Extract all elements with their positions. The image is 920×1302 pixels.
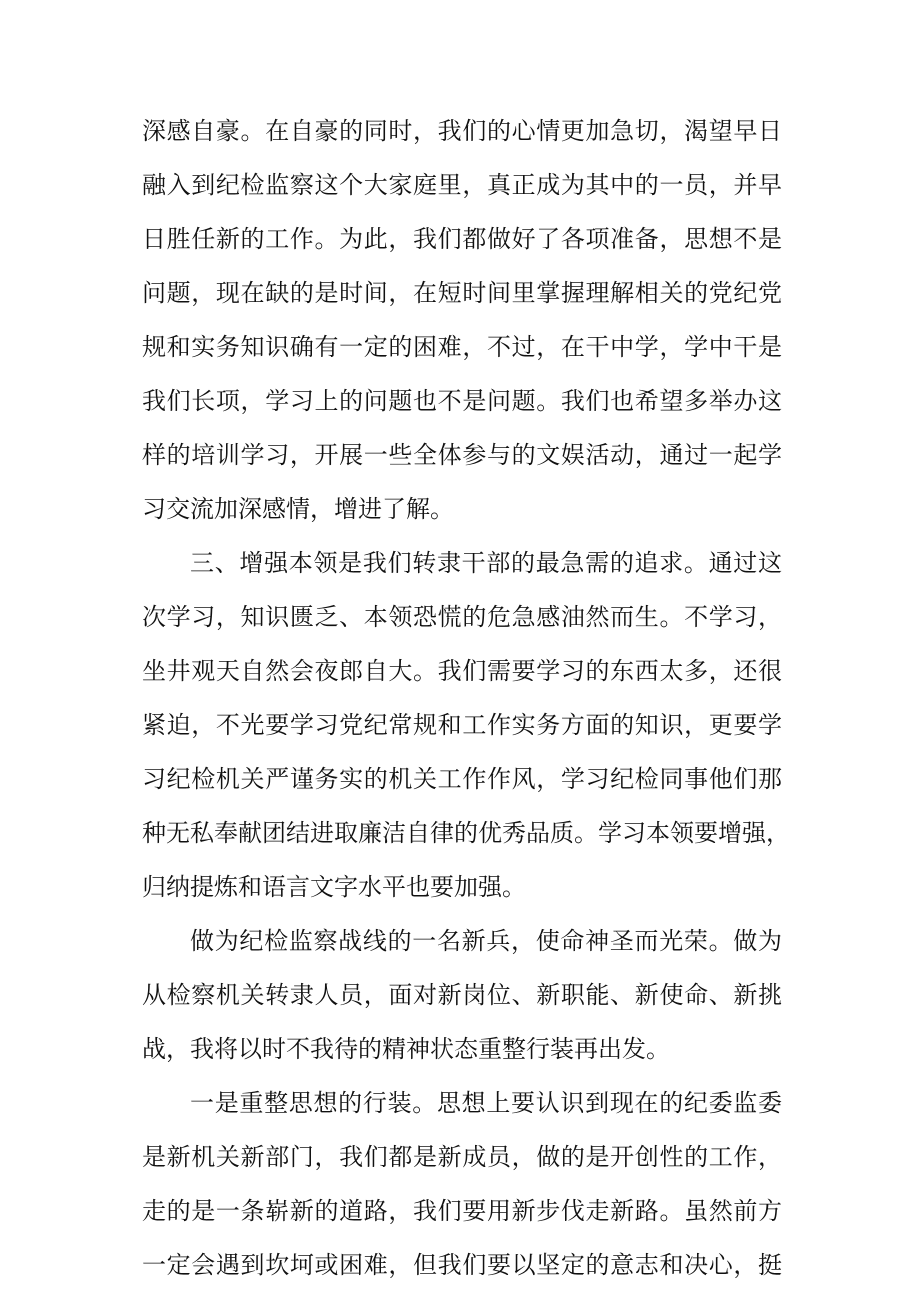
text-line: 样的培训学习，开展一些全体参与的文娱活动，通过一起学 — [142, 441, 782, 469]
text-line: 规和实务知识确有一定的困难，不过，在干中学，学中干是 — [142, 333, 782, 361]
text-line: 日胜任新的工作。为此，我们都做好了各项准备，思想不是 — [142, 225, 782, 253]
text-line: 我们长项，学习上的问题也不是问题。我们也希望多举办这 — [142, 387, 782, 415]
body-text — [142, 104, 790, 1292]
text-line: 融入到纪检监察这个大家庭里，真正成为其中的一员，并早 — [142, 171, 782, 199]
text-line: 是新机关新部门，我们都是新成员，做的是开创性的工作， — [142, 1143, 782, 1171]
text-line: 习纪检机关严谨务实的机关工作作风，学习纪检同事他们那 — [142, 765, 782, 793]
text-line: 问题，现在缺的是时间，在短时间里掌握理解相关的党纪党 — [142, 279, 782, 307]
text-line: 坐井观天自然会夜郎自大。我们需要学习的东西太多，还很 — [142, 657, 782, 685]
text-line: 走的是一条崭新的道路，我们要用新步伐走新路。虽然前方 — [142, 1197, 782, 1225]
text-line: 习交流加深感情，增进了解。 — [142, 495, 454, 523]
paragraph-start-line: 做为纪检监察战线的一名新兵，使命神圣而光荣。做为 — [190, 927, 782, 955]
text-line: 战，我将以时不我待的精神状态重整行装再出发。 — [142, 1035, 670, 1063]
text-line: 深感自豪。在自豪的同时，我们的心情更加急切，渴望早日 — [142, 117, 782, 145]
text-line: 紧迫，不光要学习党纪常规和工作实务方面的知识，更要学 — [142, 711, 782, 739]
text-line: 一定会遇到坎坷或困难，但我们要以坚定的意志和决心，挺 — [142, 1251, 782, 1279]
text-line: 从检察机关转隶人员，面对新岗位、新职能、新使命、新挑 — [142, 981, 782, 1009]
text-line: 归纳提炼和语言文字水平也要加强。 — [142, 873, 526, 901]
paragraph-start-line: 一是重整思想的行装。思想上要认识到现在的纪委监委 — [190, 1089, 782, 1117]
text-line: 次学习，知识匮乏、本领恐慌的危急感油然而生。不学习， — [142, 603, 782, 631]
paragraph-start-line: 三、增强本领是我们转隶干部的最急需的追求。通过这 — [190, 549, 782, 577]
text-line: 种无私奉献团结进取廉洁自律的优秀品质。学习本领要增强， — [142, 819, 790, 847]
